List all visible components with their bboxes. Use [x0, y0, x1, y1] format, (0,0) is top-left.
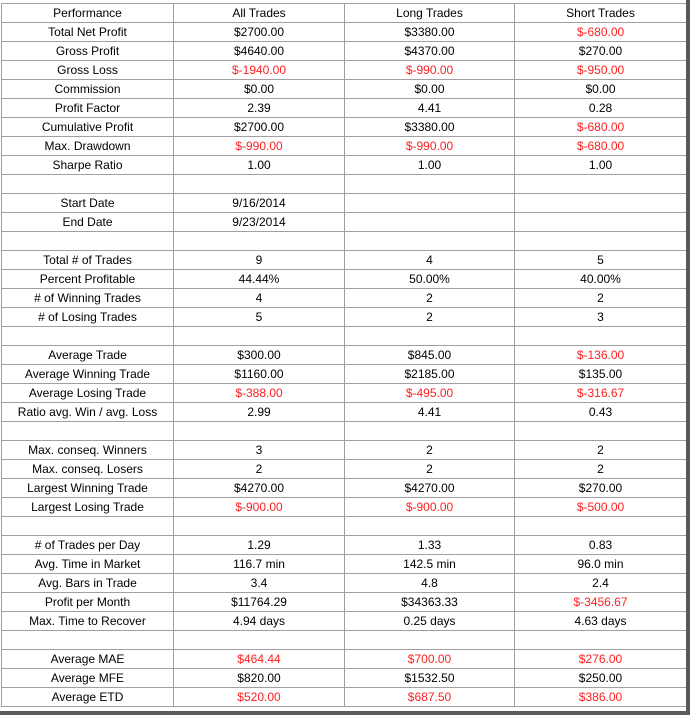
empty-cell [174, 517, 345, 536]
empty-cell [515, 327, 687, 346]
table-row [2, 441, 687, 460]
long-trades-cell: 1.00 [345, 156, 515, 175]
all-trades-cell: 3 [174, 441, 345, 460]
row-label: Average Winning Trade [2, 365, 174, 384]
short-trades-cell: $386.00 [515, 688, 687, 707]
long-trades-cell: 2 [345, 460, 515, 479]
empty-cell [2, 232, 174, 251]
long-trades-cell: 2 [345, 308, 515, 327]
all-trades-cell: 9/16/2014 [174, 194, 345, 213]
window-shadow-bottom [0, 711, 690, 715]
window-shadow-right [686, 0, 690, 715]
table-row [2, 42, 687, 61]
short-trades-cell: 1.00 [515, 156, 687, 175]
row-label: Max. Time to Recover [2, 612, 174, 631]
empty-cell [174, 422, 345, 441]
short-trades-cell: 0.43 [515, 403, 687, 422]
table-row [2, 460, 687, 479]
row-label: End Date [2, 213, 174, 232]
short-trades-cell [515, 213, 687, 232]
all-trades-cell: $2700.00 [174, 118, 345, 137]
row-label: Total # of Trades [2, 251, 174, 270]
long-trades-cell: $-990.00 [345, 137, 515, 156]
row-label: # of Winning Trades [2, 289, 174, 308]
long-trades-cell [345, 194, 515, 213]
long-trades-cell: 4.8 [345, 574, 515, 593]
performance-table [1, 3, 687, 707]
all-trades-cell: 9 [174, 251, 345, 270]
empty-cell [2, 517, 174, 536]
header-all-trades[interactable]: All Trades [174, 4, 345, 23]
long-trades-cell: $4370.00 [345, 42, 515, 61]
empty-cell [2, 631, 174, 650]
empty-cell [345, 631, 515, 650]
table-row [2, 498, 687, 517]
short-trades-cell: 40.00% [515, 270, 687, 289]
short-trades-cell: $-680.00 [515, 118, 687, 137]
row-label: Max. conseq. Winners [2, 441, 174, 460]
long-trades-cell: $4270.00 [345, 479, 515, 498]
long-trades-cell: $845.00 [345, 346, 515, 365]
long-trades-cell: $2185.00 [345, 365, 515, 384]
short-trades-cell: 0.83 [515, 536, 687, 555]
row-label: Avg. Bars in Trade [2, 574, 174, 593]
empty-cell [2, 422, 174, 441]
table-row [2, 669, 687, 688]
empty-cell [515, 422, 687, 441]
table-row [2, 536, 687, 555]
table-body [2, 23, 687, 707]
row-label: Cumulative Profit [2, 118, 174, 137]
all-trades-cell: 2 [174, 460, 345, 479]
header-long-trades[interactable]: Long Trades [345, 4, 515, 23]
empty-cell [515, 631, 687, 650]
short-trades-cell: $-136.00 [515, 346, 687, 365]
header-row [2, 4, 687, 23]
empty-cell [345, 327, 515, 346]
all-trades-cell: 3.4 [174, 574, 345, 593]
table-row [2, 688, 687, 707]
table-row [2, 593, 687, 612]
table-row [2, 80, 687, 99]
empty-cell [515, 175, 687, 194]
empty-cell [174, 327, 345, 346]
short-trades-cell [515, 194, 687, 213]
all-trades-cell: 116.7 min [174, 555, 345, 574]
row-label: Largest Losing Trade [2, 498, 174, 517]
row-label: Average ETD [2, 688, 174, 707]
row-label: Max. Drawdown [2, 137, 174, 156]
table-row [2, 61, 687, 80]
empty-cell [345, 422, 515, 441]
long-trades-cell: $0.00 [345, 80, 515, 99]
all-trades-cell: $-388.00 [174, 384, 345, 403]
long-trades-cell: $-900.00 [345, 498, 515, 517]
row-label: Percent Profitable [2, 270, 174, 289]
long-trades-cell: $3380.00 [345, 118, 515, 137]
table-row [2, 270, 687, 289]
all-trades-cell: $820.00 [174, 669, 345, 688]
row-label: Average MFE [2, 669, 174, 688]
short-trades-cell: $135.00 [515, 365, 687, 384]
long-trades-cell: 142.5 min [345, 555, 515, 574]
short-trades-cell: $270.00 [515, 42, 687, 61]
table-row [2, 403, 687, 422]
row-label: Sharpe Ratio [2, 156, 174, 175]
table-row [2, 118, 687, 137]
all-trades-cell: $11764.29 [174, 593, 345, 612]
short-trades-cell: 3 [515, 308, 687, 327]
short-trades-cell: $250.00 [515, 669, 687, 688]
row-label: Gross Profit [2, 42, 174, 61]
table-row [2, 384, 687, 403]
row-label: Max. conseq. Losers [2, 460, 174, 479]
all-trades-cell: $2700.00 [174, 23, 345, 42]
table-row [2, 308, 687, 327]
short-trades-cell: 2.4 [515, 574, 687, 593]
all-trades-cell: $-900.00 [174, 498, 345, 517]
table-row [2, 574, 687, 593]
spacer-row [2, 327, 687, 346]
spacer-row [2, 232, 687, 251]
long-trades-cell: $3380.00 [345, 23, 515, 42]
long-trades-cell: 2 [345, 441, 515, 460]
all-trades-cell: 9/23/2014 [174, 213, 345, 232]
long-trades-cell: 50.00% [345, 270, 515, 289]
row-label: Largest Winning Trade [2, 479, 174, 498]
short-trades-cell: $-680.00 [515, 137, 687, 156]
spacer-row [2, 422, 687, 441]
short-trades-cell: $-316.67 [515, 384, 687, 403]
short-trades-cell: $-500.00 [515, 498, 687, 517]
row-label: # of Trades per Day [2, 536, 174, 555]
all-trades-cell: $520.00 [174, 688, 345, 707]
all-trades-cell: $4640.00 [174, 42, 345, 61]
long-trades-cell: 4 [345, 251, 515, 270]
table-row [2, 612, 687, 631]
row-label: Commission [2, 80, 174, 99]
short-trades-cell: $0.00 [515, 80, 687, 99]
short-trades-cell: $-950.00 [515, 61, 687, 80]
empty-cell [2, 175, 174, 194]
all-trades-cell: $4270.00 [174, 479, 345, 498]
table-row [2, 23, 687, 42]
table-row [2, 213, 687, 232]
table-row [2, 346, 687, 365]
short-trades-cell: $-3456.67 [515, 593, 687, 612]
short-trades-cell: 2 [515, 460, 687, 479]
row-label: Total Net Profit [2, 23, 174, 42]
spacer-row [2, 517, 687, 536]
table-row [2, 137, 687, 156]
all-trades-cell: $0.00 [174, 80, 345, 99]
short-trades-cell: $270.00 [515, 479, 687, 498]
long-trades-cell [345, 213, 515, 232]
spacer-row [2, 631, 687, 650]
short-trades-cell: 96.0 min [515, 555, 687, 574]
row-label: Start Date [2, 194, 174, 213]
short-trades-cell: $-680.00 [515, 23, 687, 42]
long-trades-cell: 4.41 [345, 403, 515, 422]
all-trades-cell: 1.29 [174, 536, 345, 555]
all-trades-cell: 4.94 days [174, 612, 345, 631]
table-row [2, 555, 687, 574]
empty-cell [515, 517, 687, 536]
all-trades-cell: 1.00 [174, 156, 345, 175]
table-row [2, 194, 687, 213]
spacer-row [2, 175, 687, 194]
empty-cell [2, 327, 174, 346]
table-row [2, 365, 687, 384]
empty-cell [345, 232, 515, 251]
all-trades-cell: 5 [174, 308, 345, 327]
empty-cell [345, 517, 515, 536]
empty-cell [515, 232, 687, 251]
table-row [2, 479, 687, 498]
short-trades-cell: 2 [515, 441, 687, 460]
empty-cell [174, 232, 345, 251]
header-short-trades[interactable]: Short Trades [515, 4, 687, 23]
all-trades-cell: $-990.00 [174, 137, 345, 156]
table-row [2, 289, 687, 308]
long-trades-cell: $700.00 [345, 650, 515, 669]
table-row [2, 251, 687, 270]
long-trades-cell: 4.41 [345, 99, 515, 118]
all-trades-cell: $1160.00 [174, 365, 345, 384]
row-label: Average Losing Trade [2, 384, 174, 403]
row-label: Gross Loss [2, 61, 174, 80]
row-label: Average MAE [2, 650, 174, 669]
all-trades-cell: $-1940.00 [174, 61, 345, 80]
all-trades-cell: 4 [174, 289, 345, 308]
table-row [2, 650, 687, 669]
all-trades-cell: 2.99 [174, 403, 345, 422]
row-label: Average Trade [2, 346, 174, 365]
row-label: # of Losing Trades [2, 308, 174, 327]
row-label: Avg. Time in Market [2, 555, 174, 574]
table-row [2, 156, 687, 175]
long-trades-cell: $687.50 [345, 688, 515, 707]
long-trades-cell: $-495.00 [345, 384, 515, 403]
row-label: Profit Factor [2, 99, 174, 118]
row-label: Ratio avg. Win / avg. Loss [2, 403, 174, 422]
short-trades-cell: 0.28 [515, 99, 687, 118]
long-trades-cell: 1.33 [345, 536, 515, 555]
short-trades-cell: 4.63 days [515, 612, 687, 631]
all-trades-cell: $300.00 [174, 346, 345, 365]
empty-cell [174, 631, 345, 650]
all-trades-cell: 44.44% [174, 270, 345, 289]
row-label: Profit per Month [2, 593, 174, 612]
header-performance[interactable]: Performance [2, 4, 174, 23]
all-trades-cell: 2.39 [174, 99, 345, 118]
long-trades-cell: 0.25 days [345, 612, 515, 631]
long-trades-cell: $-990.00 [345, 61, 515, 80]
short-trades-cell: 2 [515, 289, 687, 308]
long-trades-cell: $1532.50 [345, 669, 515, 688]
long-trades-cell: 2 [345, 289, 515, 308]
all-trades-cell: $464.44 [174, 650, 345, 669]
short-trades-cell: $276.00 [515, 650, 687, 669]
empty-cell [345, 175, 515, 194]
long-trades-cell: $34363.33 [345, 593, 515, 612]
table-row [2, 99, 687, 118]
empty-cell [174, 175, 345, 194]
short-trades-cell: 5 [515, 251, 687, 270]
